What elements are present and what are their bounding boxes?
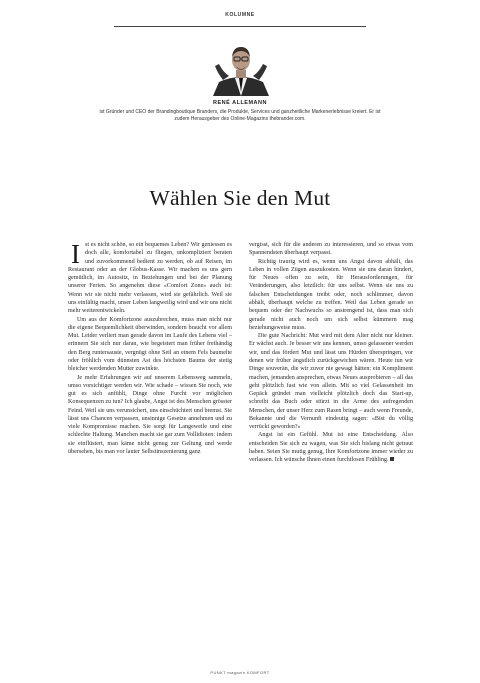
author-bio: ist Gründer und CEO der Brandingboutique Branders, die Produkte, Services und ganzheitliche Markenerlebnisse kreiert. Er ist zudem Herausgeber des Online-Magazins thebrander.com. xyxy=(99,109,381,123)
paragraph: vergisst, sich für die anderen zu interessieren, und so etwas vom Spannendsten überhaupt verpasst. xyxy=(249,242,413,257)
drop-cap: I xyxy=(71,239,80,269)
author-name: RENÉ ALLEMANN xyxy=(213,100,267,106)
column-left xyxy=(68,241,232,636)
end-mark-icon xyxy=(390,457,394,461)
paragraph-text: st es nicht schön, so ein bequemes Leben? Wir geniessen es doch alle, komfortabel zu fliegen, unkompliziert beraten und zuvorkommend bedient zu werden, ob auf Reisen, im Restaurant oder an der Globus-Kasse. Wir machen es uns gern gemütlich, im Autositz, in Beziehungen und bei der Planung unserer Ferien. So angenehm diese «Comfort Zone» auch ist: Wenn wir sie nicht mehr verlassen, wird sie gefährlich. Weil sie uns einfältig macht, unser Leben langweilig wird und wir uns nicht mehr weiterentwickeln. xyxy=(68,242,232,315)
top-rule xyxy=(114,26,366,27)
paragraph: Die gute Nachricht: Mut wird mit dem Alter nicht nur kleiner. Er wächst auch. Je besser wir uns kennen, umso gelassener werden wir, und das fördert Mut und lässt uns Hürden überspringen, vor denen wir früher ängstlich zurückgewichen wären. Heute tun wir Dinge souverän, die wir zuvor nie gewagt hätten: ein Kompliment machen, jemanden ansprechen, etwas Neues ausprobieren – all das geht plötzlich fast wie von allein. Mit so viel Gelassenheit im Gepäck gründet man vielleicht plötzlich doch das Start-up, schreibt das Buch oder stürzt in die Arme des aufregenden Menschen, der unser Herz zum Rasen bringt – auch wenn Freunde, Bekannte und die Vernunft eindeutig sagen: «Bist du völlig verrückt geworden?» xyxy=(249,333,413,431)
page-footer: PUNKT magazin KOMFORT xyxy=(210,670,270,675)
paragraph: Richtig traurig wird es, wenn uns Angst davon abhält, das Leben in vollen Zügen auszukosten. Wenn sie uns daran hindert, für Neues offen zu sein, für Herausforderungen, für Veränderungen, also letztlich: für uns selbst. Wenn sie uns zu falschen Entscheidungen treibt oder, noch schlimmer, davon abhält, überhaupt welche zu treffen. Weil das Leben gerade so bequem oder der Nachwuchs so anstrengend ist, dass man sich gerade nicht auch noch um sich selbst kümmern mag beziehungsweise muss. xyxy=(249,258,413,331)
paragraph: Je mehr Erfahrungen wir auf unserem Lebensweg sammeln, umso vorsichtiger werden wir. Wie schade – wissen Sie noch, wie gut es sich anfühlt, Dinge ohne Furcht vor möglichen Konsequenzen zu tun? Ich glaube, Angst ist des Menschen grösster Feind. Weil sie uns verunsichert, uns einschüchtert und bremst. Sie lässt uns Chancen verpassen, unsinnige Gesetze annehmen und zu viele Kompromisse machen. Sie sorgt für Langeweile und eine schlechte Haltung. Manchen macht sie gar zum Vollidioten: indem sie einflüstert, man käme nicht genug zur Geltung und werde übersehen, bis man vor lauter Selbstinszenierung ganz xyxy=(68,374,232,456)
article-title: Wählen Sie den Mut xyxy=(149,186,331,210)
author-portrait xyxy=(209,42,273,96)
section-label: KOLUMNE xyxy=(225,12,255,18)
column-right xyxy=(249,241,413,636)
paragraph xyxy=(249,431,413,464)
article-body xyxy=(68,241,413,636)
paragraph-text: Angst ist ein Gefühl. Mut ist eine Entscheidung. Also entscheiden Sie sich zu wagen, was Sie sich bislang nicht getraut haben. Seien Sie mutig genug, Ihre Komfortzone immer wieder zu verlassen. Ich wünsche Ihnen einen furchtlosen Frühling. xyxy=(249,432,413,464)
paragraph xyxy=(68,241,232,316)
paragraph: Um aus der Komfortzone auszubrechen, muss man nicht nur die eigene Bequemlichkeit überwinden, sondern braucht vor allem Mut. Leider verliert man gerade davon im Laufe des Lebens viel – erinnern Sie sich nur daran, wie begeistert man früher freihändig den Berg runtersauste, vergnügt ohne Seil an einem Fels baumelte oder fröhlich vom dünnsten Ast des höchsten Baums der stetig bleicher werdenden Mutter zuwinkte. xyxy=(68,316,232,373)
author-portrait-image xyxy=(209,42,273,96)
